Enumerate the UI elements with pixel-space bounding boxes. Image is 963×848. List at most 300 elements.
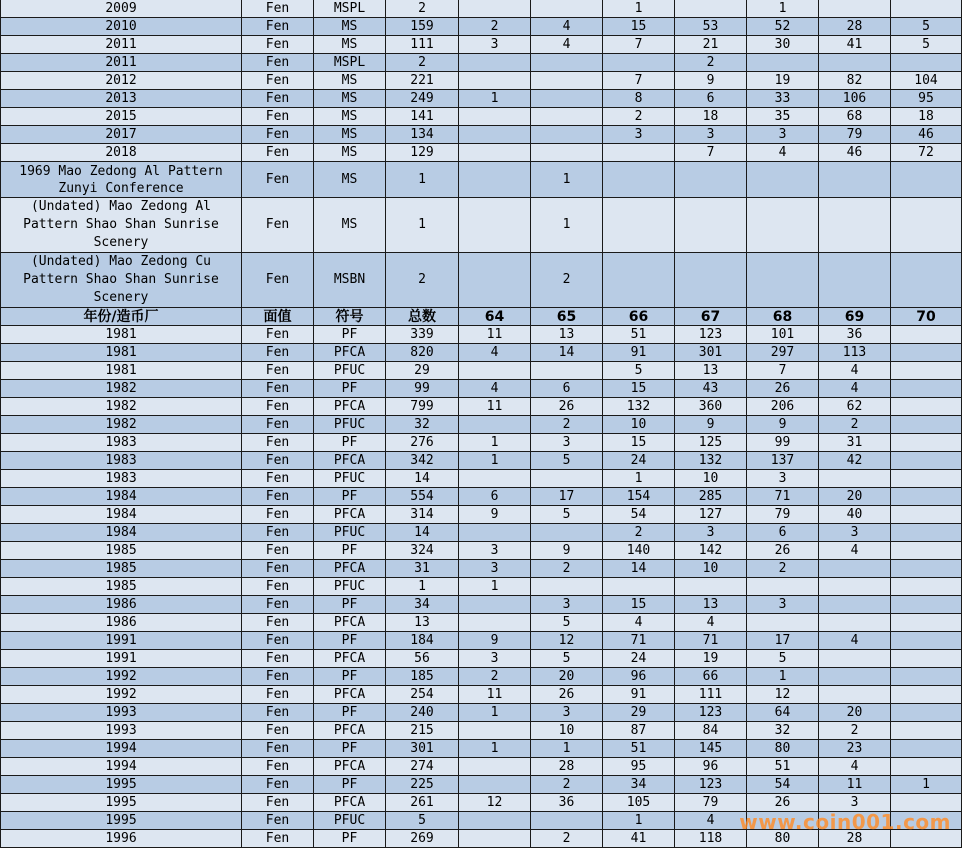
cell-g70 (891, 686, 962, 704)
cell-designation: PFUC (314, 362, 386, 380)
cell-g68: 4 (747, 144, 819, 162)
cell-total: 215 (386, 722, 459, 740)
cell-year-mint: 1982 (1, 380, 242, 398)
cell-g66: 3 (603, 126, 675, 144)
cell-g67: 13 (675, 362, 747, 380)
cell-g64 (459, 524, 531, 542)
cell-g66: 51 (603, 740, 675, 758)
cell-g69: 69 (819, 308, 891, 326)
cell-designation: 符号 (314, 308, 386, 326)
cell-denomination: Fen (242, 614, 314, 632)
cell-g68: 68 (747, 308, 819, 326)
cell-g70 (891, 704, 962, 722)
cell-g66: 1 (603, 470, 675, 488)
cell-g68: 1 (747, 668, 819, 686)
cell-year-mint: 1983 (1, 452, 242, 470)
cell-g65: 2 (531, 830, 603, 848)
cell-denomination: Fen (242, 668, 314, 686)
cell-g70 (891, 0, 962, 18)
cell-g70: 5 (891, 36, 962, 54)
cell-g67: 43 (675, 380, 747, 398)
table-row (1, 794, 962, 812)
cell-g65: 5 (531, 650, 603, 668)
table-row (1, 722, 962, 740)
cell-g64: 1 (459, 434, 531, 452)
cell-denomination: Fen (242, 144, 314, 162)
table-row (1, 686, 962, 704)
cell-total: 141 (386, 108, 459, 126)
cell-total: 324 (386, 542, 459, 560)
cell-g67: 123 (675, 326, 747, 344)
table-row (1, 36, 962, 54)
cell-g68: 30 (747, 36, 819, 54)
cell-g64: 9 (459, 506, 531, 524)
cell-designation: MS (314, 36, 386, 54)
cell-g65 (531, 144, 603, 162)
cell-g64: 2 (459, 668, 531, 686)
cell-designation: PFUC (314, 812, 386, 830)
cell-designation: PF (314, 380, 386, 398)
cell-g66 (603, 253, 675, 308)
cell-denomination: Fen (242, 90, 314, 108)
cell-g65: 4 (531, 18, 603, 36)
cell-g69: 106 (819, 90, 891, 108)
cell-g66 (603, 144, 675, 162)
table-row (1, 362, 962, 380)
cell-g68: 1 (747, 0, 819, 18)
cell-g67: 285 (675, 488, 747, 506)
cell-g67: 71 (675, 632, 747, 650)
cell-denomination: Fen (242, 162, 314, 198)
cell-g69: 42 (819, 452, 891, 470)
cell-g66 (603, 578, 675, 596)
cell-designation: PF (314, 668, 386, 686)
cell-denomination: Fen (242, 452, 314, 470)
cell-g64: 2 (459, 18, 531, 36)
cell-total: 820 (386, 344, 459, 362)
cell-denomination: Fen (242, 560, 314, 578)
cell-g66: 91 (603, 686, 675, 704)
cell-year-mint: 1983 (1, 434, 242, 452)
cell-g68: 206 (747, 398, 819, 416)
cell-g65 (531, 524, 603, 542)
cell-g70: 46 (891, 126, 962, 144)
cell-g67 (675, 253, 747, 308)
cell-designation: PFUC (314, 416, 386, 434)
cell-g64 (459, 108, 531, 126)
cell-designation: MS (314, 108, 386, 126)
cell-g67 (675, 0, 747, 18)
cell-g64: 1 (459, 704, 531, 722)
table-row (1, 90, 962, 108)
cell-g69 (819, 54, 891, 72)
cell-g64 (459, 362, 531, 380)
cell-g68: 54 (747, 776, 819, 794)
cell-g65: 26 (531, 686, 603, 704)
cell-g69: 2 (819, 416, 891, 434)
cell-g70: 18 (891, 108, 962, 126)
cell-g67: 125 (675, 434, 747, 452)
cell-denomination: Fen (242, 398, 314, 416)
table-row (1, 108, 962, 126)
table-row (1, 668, 962, 686)
cell-g68: 80 (747, 830, 819, 848)
cell-g68: 99 (747, 434, 819, 452)
table-row (1, 144, 962, 162)
cell-g70 (891, 614, 962, 632)
cell-g65: 13 (531, 326, 603, 344)
cell-designation: PFCA (314, 344, 386, 362)
cell-g70 (891, 668, 962, 686)
cell-g66: 96 (603, 668, 675, 686)
cell-g69 (819, 686, 891, 704)
cell-total: 56 (386, 650, 459, 668)
cell-year-mint: 1985 (1, 560, 242, 578)
cell-denomination: Fen (242, 740, 314, 758)
cell-year-mint: 2013 (1, 90, 242, 108)
cell-denomination: Fen (242, 434, 314, 452)
cell-g68: 26 (747, 794, 819, 812)
cell-g64 (459, 126, 531, 144)
cell-year-mint: 1994 (1, 740, 242, 758)
cell-g64 (459, 144, 531, 162)
watermark: www.coin001.com (739, 810, 951, 834)
cell-g69: 2 (819, 722, 891, 740)
cell-denomination: Fen (242, 362, 314, 380)
cell-g67: 132 (675, 452, 747, 470)
cell-g67: 142 (675, 542, 747, 560)
cell-year-mint: 1994 (1, 758, 242, 776)
cell-designation: MSPL (314, 0, 386, 18)
cell-g70 (891, 650, 962, 668)
cell-g69 (819, 668, 891, 686)
cell-g65: 3 (531, 596, 603, 614)
cell-g66: 51 (603, 326, 675, 344)
cell-g64: 1 (459, 90, 531, 108)
cell-designation: PF (314, 488, 386, 506)
cell-total: 276 (386, 434, 459, 452)
cell-denomination: Fen (242, 758, 314, 776)
table-row (1, 452, 962, 470)
cell-g68: 2 (747, 560, 819, 578)
cell-designation: PF (314, 704, 386, 722)
cell-denomination: Fen (242, 812, 314, 830)
cell-g65: 6 (531, 380, 603, 398)
cell-g69: 4 (819, 758, 891, 776)
cell-g70 (891, 416, 962, 434)
cell-g64 (459, 776, 531, 794)
cell-designation: MS (314, 18, 386, 36)
cell-g65: 2 (531, 776, 603, 794)
cell-g65: 65 (531, 308, 603, 326)
cell-g70 (891, 398, 962, 416)
cell-g69 (819, 253, 891, 308)
cell-g65: 5 (531, 452, 603, 470)
cell-year-mint: 1983 (1, 470, 242, 488)
cell-year-mint: (Undated) Mao Zedong Al Pattern Shao Shan Sunrise Scenery (1, 198, 242, 253)
cell-total: 2 (386, 54, 459, 72)
cell-year-mint: 1996 (1, 830, 242, 848)
table-row (1, 488, 962, 506)
cell-denomination: Fen (242, 488, 314, 506)
cell-designation: MS (314, 198, 386, 253)
cell-g68: 297 (747, 344, 819, 362)
table-row (1, 614, 962, 632)
cell-g67: 9 (675, 72, 747, 90)
cell-g65: 26 (531, 398, 603, 416)
cell-g68: 52 (747, 18, 819, 36)
cell-total: 29 (386, 362, 459, 380)
cell-g66: 24 (603, 650, 675, 668)
table-row (1, 758, 962, 776)
cell-g68: 7 (747, 362, 819, 380)
cell-g69: 79 (819, 126, 891, 144)
cell-g69: 4 (819, 362, 891, 380)
cell-g64 (459, 72, 531, 90)
table-row (1, 416, 962, 434)
cell-g65 (531, 0, 603, 18)
cell-total: 185 (386, 668, 459, 686)
cell-g69: 3 (819, 524, 891, 542)
cell-g68: 71 (747, 488, 819, 506)
cell-total: 254 (386, 686, 459, 704)
cell-g67: 53 (675, 18, 747, 36)
cell-g64 (459, 812, 531, 830)
cell-g70 (891, 578, 962, 596)
cell-g69 (819, 198, 891, 253)
cell-g67: 21 (675, 36, 747, 54)
cell-g65 (531, 72, 603, 90)
cell-g65: 20 (531, 668, 603, 686)
cell-total: 301 (386, 740, 459, 758)
cell-designation: PFCA (314, 758, 386, 776)
cell-g68: 26 (747, 380, 819, 398)
table-row (1, 434, 962, 452)
cell-g67: 19 (675, 650, 747, 668)
cell-denomination: Fen (242, 380, 314, 398)
cell-g64: 3 (459, 650, 531, 668)
cell-g64 (459, 198, 531, 253)
cell-g69: 82 (819, 72, 891, 90)
header-row (1, 308, 962, 326)
cell-g65: 1 (531, 740, 603, 758)
cell-g65 (531, 578, 603, 596)
table-row (1, 704, 962, 722)
cell-total: 134 (386, 126, 459, 144)
cell-g64: 1 (459, 578, 531, 596)
cell-g64: 12 (459, 794, 531, 812)
cell-g68: 3 (747, 470, 819, 488)
cell-g68: 6 (747, 524, 819, 542)
cell-g65 (531, 362, 603, 380)
table-row (1, 596, 962, 614)
cell-designation: PF (314, 776, 386, 794)
cell-designation: PFUC (314, 578, 386, 596)
cell-denomination: Fen (242, 506, 314, 524)
cell-g67: 127 (675, 506, 747, 524)
cell-g66: 154 (603, 488, 675, 506)
cell-total: 2 (386, 0, 459, 18)
cell-designation: PF (314, 632, 386, 650)
cell-g66: 132 (603, 398, 675, 416)
cell-year-mint: 2011 (1, 36, 242, 54)
cell-year-mint: 1985 (1, 578, 242, 596)
cell-g68 (747, 253, 819, 308)
cell-designation: PFCA (314, 650, 386, 668)
cell-g64: 1 (459, 452, 531, 470)
table-row (1, 578, 962, 596)
cell-g66: 1 (603, 0, 675, 18)
cell-g69: 113 (819, 344, 891, 362)
cell-g69: 20 (819, 488, 891, 506)
cell-g70 (891, 362, 962, 380)
cell-g64: 6 (459, 488, 531, 506)
table-row (1, 72, 962, 90)
cell-g69: 4 (819, 542, 891, 560)
cell-denomination: Fen (242, 36, 314, 54)
cell-g65: 12 (531, 632, 603, 650)
table-row (1, 126, 962, 144)
cell-g69 (819, 614, 891, 632)
cell-g70: 5 (891, 18, 962, 36)
cell-g65: 2 (531, 560, 603, 578)
cell-year-mint: 2012 (1, 72, 242, 90)
cell-g69 (819, 0, 891, 18)
cell-denomination: Fen (242, 776, 314, 794)
cell-g70 (891, 470, 962, 488)
cell-g67: 96 (675, 758, 747, 776)
cell-denomination: Fen (242, 794, 314, 812)
cell-g69: 11 (819, 776, 891, 794)
cell-g65: 5 (531, 506, 603, 524)
cell-g65: 2 (531, 416, 603, 434)
cell-g66: 87 (603, 722, 675, 740)
cell-g67: 4 (675, 812, 747, 830)
cell-g66: 140 (603, 542, 675, 560)
cell-designation: PF (314, 542, 386, 560)
cell-g66: 34 (603, 776, 675, 794)
cell-g64 (459, 758, 531, 776)
cell-g70 (891, 560, 962, 578)
table-row (1, 524, 962, 542)
cell-total: 32 (386, 416, 459, 434)
cell-designation: MS (314, 126, 386, 144)
cell-g66: 66 (603, 308, 675, 326)
cell-denomination: Fen (242, 596, 314, 614)
cell-g68: 3 (747, 596, 819, 614)
cell-g66: 24 (603, 452, 675, 470)
cell-g70 (891, 632, 962, 650)
cell-g68 (747, 162, 819, 198)
cell-designation: PFCA (314, 614, 386, 632)
cell-g67: 9 (675, 416, 747, 434)
cell-year-mint: (Undated) Mao Zedong Cu Pattern Shao Shan Sunrise Scenery (1, 253, 242, 308)
cell-g68: 51 (747, 758, 819, 776)
cell-g66: 14 (603, 560, 675, 578)
cell-g68 (747, 54, 819, 72)
cell-designation: PFCA (314, 686, 386, 704)
cell-g66 (603, 162, 675, 198)
cell-g66: 95 (603, 758, 675, 776)
cell-denomination: Fen (242, 326, 314, 344)
cell-g65: 3 (531, 434, 603, 452)
cell-denomination: Fen (242, 830, 314, 848)
cell-g69: 28 (819, 18, 891, 36)
cell-g65: 5 (531, 614, 603, 632)
cell-g65: 4 (531, 36, 603, 54)
cell-g65: 1 (531, 198, 603, 253)
cell-total: 342 (386, 452, 459, 470)
cell-g65 (531, 54, 603, 72)
cell-year-mint: 2011 (1, 54, 242, 72)
cell-g66: 7 (603, 36, 675, 54)
cell-g64: 11 (459, 686, 531, 704)
cell-g69: 68 (819, 108, 891, 126)
cell-year-mint: 1984 (1, 488, 242, 506)
cell-g68 (747, 198, 819, 253)
cell-total: 2 (386, 253, 459, 308)
cell-designation: PF (314, 434, 386, 452)
cell-total: 184 (386, 632, 459, 650)
cell-year-mint: 1984 (1, 506, 242, 524)
table-row (1, 398, 962, 416)
table-row (1, 740, 962, 758)
cell-g66: 15 (603, 596, 675, 614)
cell-year-mint: 1993 (1, 722, 242, 740)
cell-g70: 1 (891, 776, 962, 794)
cell-g68: 80 (747, 740, 819, 758)
cell-g70 (891, 326, 962, 344)
cell-total: 13 (386, 614, 459, 632)
cell-g67: 3 (675, 524, 747, 542)
cell-g69: 3 (819, 794, 891, 812)
cell-g67: 123 (675, 776, 747, 794)
cell-g64: 11 (459, 326, 531, 344)
cell-designation: PF (314, 830, 386, 848)
cell-year-mint: 1969 Mao Zedong Al Pattern Zunyi Conference (1, 162, 242, 198)
cell-g65: 9 (531, 542, 603, 560)
cell-g67: 301 (675, 344, 747, 362)
cell-g65 (531, 812, 603, 830)
cell-denomination: Fen (242, 198, 314, 253)
cell-g68: 35 (747, 108, 819, 126)
cell-total: 34 (386, 596, 459, 614)
cell-g67: 118 (675, 830, 747, 848)
table-row (1, 18, 962, 36)
cell-year-mint: 1991 (1, 650, 242, 668)
cell-total: 261 (386, 794, 459, 812)
cell-g68: 32 (747, 722, 819, 740)
cell-g66 (603, 198, 675, 253)
cell-g64: 4 (459, 380, 531, 398)
cell-denomination: Fen (242, 72, 314, 90)
cell-denomination: Fen (242, 416, 314, 434)
cell-g67: 123 (675, 704, 747, 722)
cell-g70 (891, 253, 962, 308)
cell-g70: 104 (891, 72, 962, 90)
cell-g69: 4 (819, 632, 891, 650)
cell-g69: 4 (819, 380, 891, 398)
cell-year-mint: 1981 (1, 344, 242, 362)
table-row (1, 776, 962, 794)
cell-denomination: Fen (242, 470, 314, 488)
cell-g70 (891, 524, 962, 542)
cell-g66: 4 (603, 614, 675, 632)
cell-g64: 11 (459, 398, 531, 416)
cell-denomination: Fen (242, 686, 314, 704)
cell-g67: 145 (675, 740, 747, 758)
table-row (1, 253, 962, 308)
